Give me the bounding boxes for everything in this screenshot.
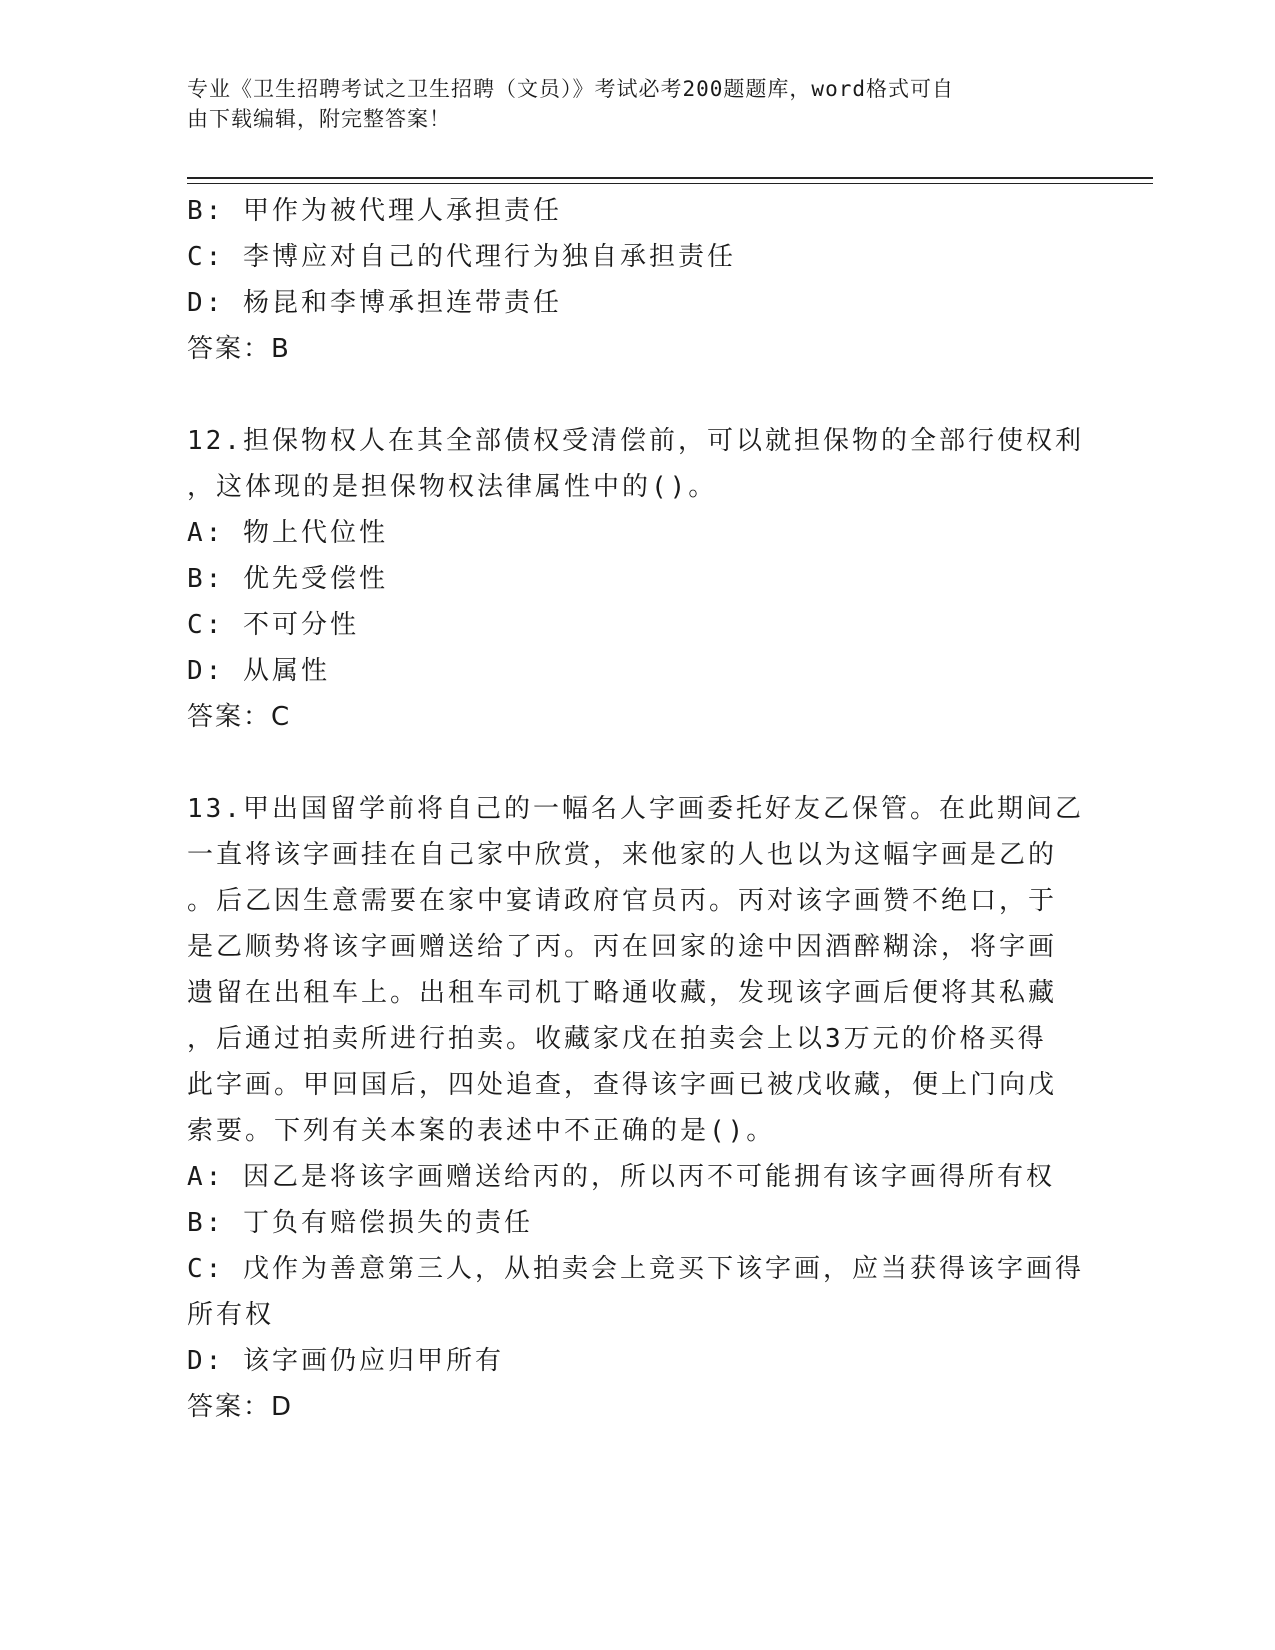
- question-12-block: [187, 418, 1087, 740]
- document-body: [187, 188, 1087, 1430]
- previous-question-block: [187, 188, 1087, 372]
- spacer: [187, 740, 1087, 786]
- option-c: C: 不可分性: [187, 610, 359, 640]
- option-d: D: 该字画仍应归甲所有: [187, 1346, 504, 1376]
- header-line-2: 由下载编辑，附完整答案！: [187, 107, 451, 131]
- option-d: D: 从属性: [187, 656, 330, 686]
- spacer: [187, 372, 1087, 418]
- question-12-text-line-1: 12.担保物权人在其全部债权受清偿前，可以就担保物的全部行使权利: [187, 426, 1084, 456]
- option-a: A: 因乙是将该字画赠送给丙的，所以丙不可能拥有该字画得所有权: [187, 1162, 1055, 1192]
- question-13-text-line-5: 遗留在出租车上。出租车司机丁略通收藏，发现该字画后便将其私藏: [187, 978, 1058, 1008]
- answer-line: 答案：D: [187, 1392, 294, 1422]
- document-header: [187, 74, 1067, 134]
- question-13-text-line-8: 索要。下列有关本案的表述中不正确的是()。: [187, 1116, 776, 1146]
- question-13-block: [187, 786, 1087, 1430]
- option-b: B: 优先受偿性: [187, 564, 388, 594]
- question-13-text-line-1: 13.甲出国留学前将自己的一幅名人字画委托好友乙保管。在此期间乙: [187, 794, 1084, 824]
- option-b: B: 丁负有赔偿损失的责任: [187, 1208, 533, 1238]
- question-13-text-line-3: 。后乙因生意需要在家中宴请政府官员丙。丙对该字画赞不绝口，于: [187, 886, 1058, 916]
- header-rule-thin: [187, 183, 1153, 184]
- header-line-1: 专业《卫生招聘考试之卫生招聘（文员）》考试必考200题题库，word格式可自: [187, 77, 954, 101]
- option-c-continued: 所有权: [187, 1300, 275, 1330]
- question-13-text-line-2: 一直将该字画挂在自己家中欣赏，来他家的人也以为这幅字画是乙的: [187, 840, 1058, 870]
- question-12-text-line-2: ，这体现的是担保物权法律属性中的()。: [187, 472, 718, 502]
- question-13-text-line-4: 是乙顺势将该字画赠送给了丙。丙在回家的途中因酒醉糊涂，将字画: [187, 932, 1058, 962]
- question-13-text-line-7: 此字画。甲回国后，四处追查，查得该字画已被戊收藏，便上门向戊: [187, 1070, 1058, 1100]
- option-d: D: 杨昆和李博承担连带责任: [187, 288, 562, 318]
- option-b: B: 甲作为被代理人承担责任: [187, 196, 562, 226]
- question-13-text-line-6: ，后通过拍卖所进行拍卖。收藏家戊在拍卖会上以3万元的价格买得: [187, 1024, 1047, 1054]
- option-c: C: 戊作为善意第三人，从拍卖会上竞买下该字画，应当获得该字画得: [187, 1254, 1084, 1284]
- option-c: C: 李博应对自己的代理行为独自承担责任: [187, 242, 736, 272]
- answer-line: 答案：C: [187, 702, 292, 732]
- header-rule-thick: [187, 177, 1153, 179]
- option-a: A: 物上代位性: [187, 518, 388, 548]
- answer-line: 答案：B: [187, 334, 291, 364]
